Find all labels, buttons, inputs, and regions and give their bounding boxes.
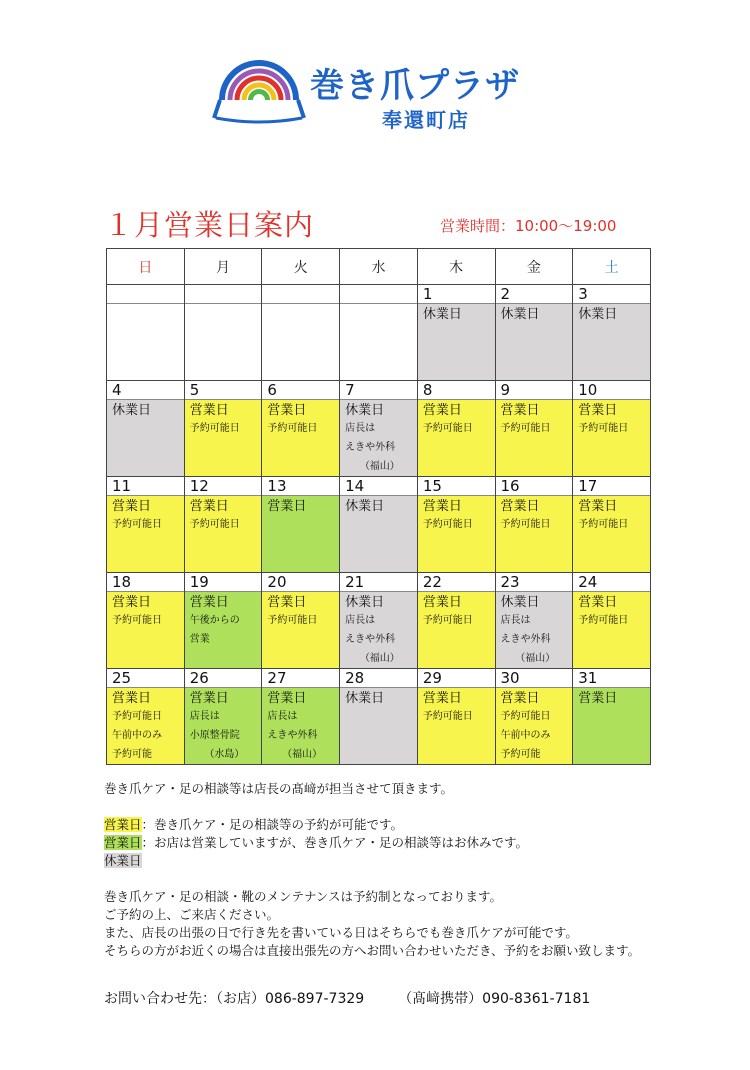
day-status: 休業日 (578, 307, 618, 322)
day-number: 22 (418, 573, 495, 592)
day-status-area (262, 592, 339, 668)
day-status-area (496, 496, 573, 572)
day-number: 6 (262, 381, 339, 400)
day-note: 予約可能日 (189, 423, 240, 434)
legend-closed-label: 休業日 (104, 853, 142, 868)
day-status-area (418, 400, 495, 476)
day-note: 店長は (345, 423, 376, 434)
day-status-area (340, 592, 417, 668)
day-status: 営業日 (422, 403, 462, 418)
calendar-day-cell (262, 477, 340, 573)
day-status: 営業日 (578, 403, 618, 418)
legend-partial (104, 834, 724, 852)
calendar-week-row (107, 381, 651, 477)
day-status: 営業日 (422, 499, 462, 514)
day-status: 営業日 (578, 499, 618, 514)
weekday-header-row (107, 249, 651, 285)
day-number: 2 (496, 285, 573, 304)
day-number: 23 (496, 573, 573, 592)
day-status-area (262, 688, 339, 764)
day-status: 営業日 (267, 595, 307, 610)
day-status-area (185, 304, 262, 380)
legend-open-label: 営業日 (104, 817, 142, 832)
day-status-area (107, 496, 184, 572)
day-status-area (340, 400, 417, 476)
day-status: 営業日 (500, 403, 540, 418)
calendar-day-cell (495, 477, 573, 573)
day-status-area (185, 688, 262, 764)
calendar-day-cell (262, 573, 340, 669)
day-status-area (573, 688, 650, 764)
day-number (340, 285, 417, 304)
day-note: 予約可能日 (267, 423, 318, 434)
day-number: 11 (107, 477, 184, 496)
day-number: 3 (573, 285, 650, 304)
logo-title: 巻き爪プラザ (310, 66, 520, 106)
weekday-sun: 日 (107, 249, 185, 285)
day-note: 予約可能 (500, 749, 541, 760)
calendar-day-cell (417, 285, 495, 381)
rainbow-logo-icon (212, 56, 307, 128)
calendar-day-cell (417, 669, 495, 765)
calendar-day-cell (107, 669, 185, 765)
info-line-3: また、店長の出張の日で行き先を書いている日はそちらでも巻き爪ケアが可能です。 (104, 925, 578, 940)
day-note: 予約可能日 (500, 423, 551, 434)
day-note: えきや外科 (500, 634, 551, 645)
day-status: 休業日 (345, 691, 385, 706)
calendar-day-cell (573, 381, 651, 477)
day-status-area (107, 304, 184, 380)
day-status-area (340, 304, 417, 380)
day-number: 19 (185, 573, 262, 592)
calendar-week-row (107, 669, 651, 765)
day-status: 休業日 (345, 499, 385, 514)
day-status-area (262, 304, 339, 380)
info-line-2: ご予約の上、ご来店ください。 (104, 907, 280, 922)
day-status: 休業日 (112, 403, 152, 418)
day-note: 予約可能日 (578, 615, 629, 626)
day-note: 予約可能日 (500, 711, 551, 722)
business-hours: 営業時間：10:00～19:00 (440, 217, 617, 235)
calendar-day-cell (340, 477, 418, 573)
day-status: 営業日 (112, 499, 152, 514)
weekday-tue: 火 (262, 249, 340, 285)
weekday-fri: 金 (495, 249, 573, 285)
day-status: 営業日 (500, 499, 540, 514)
day-note: （福山） (282, 749, 323, 760)
day-status-area (418, 304, 495, 380)
day-status: 営業日 (189, 595, 229, 610)
day-status-area (418, 592, 495, 668)
day-note: （福山） (359, 653, 400, 664)
calendar-day-cell (184, 573, 262, 669)
day-number: 31 (573, 669, 650, 688)
day-status-area (573, 400, 650, 476)
day-note: 予約可能日 (422, 423, 473, 434)
day-status: 営業日 (422, 691, 462, 706)
day-status-area (496, 592, 573, 668)
info-line-1: 巻き爪ケア・足の相談・靴のメンテナンスは予約制となっております。 (104, 889, 503, 904)
day-status-area (107, 400, 184, 476)
day-number: 30 (496, 669, 573, 688)
day-number: 21 (340, 573, 417, 592)
day-note: 予約可能日 (112, 711, 162, 722)
calendar-week-row (107, 285, 651, 381)
weekday-mon: 月 (184, 249, 262, 285)
weekday-wed: 水 (340, 249, 418, 285)
day-note: 予約可能日 (578, 519, 629, 530)
calendar-day-cell (340, 573, 418, 669)
day-status: 営業日 (267, 403, 307, 418)
calendar-day-cell (495, 285, 573, 381)
day-note: （福山） (359, 461, 400, 472)
day-number (185, 285, 262, 304)
calendar-day-cell (184, 381, 262, 477)
day-status: 営業日 (422, 595, 462, 610)
calendar-day-cell (573, 573, 651, 669)
day-status: 休業日 (500, 595, 540, 610)
day-number: 28 (340, 669, 417, 688)
calendar-day-cell (573, 669, 651, 765)
legend-open-text: ：巻き爪ケア・足の相談等の予約が可能です。 (141, 817, 404, 832)
calendar-day-cell (262, 285, 340, 381)
day-status: 休業日 (422, 307, 462, 322)
contact-shop-phone: お問い合わせ先：（お店）086-897-7329 (104, 991, 365, 1007)
day-number: 5 (185, 381, 262, 400)
day-note: えきや外科 (345, 634, 396, 645)
day-status-area (262, 400, 339, 476)
day-status-area (496, 688, 573, 764)
day-status-area (340, 688, 417, 764)
calendar-day-cell (107, 573, 185, 669)
calendar-day-cell (107, 381, 185, 477)
calendar-day-cell (340, 669, 418, 765)
day-note: 予約可能日 (422, 615, 473, 626)
day-status-area (496, 400, 573, 476)
notes-section (104, 780, 724, 960)
day-number: 20 (262, 573, 339, 592)
weekday-sat: 土 (573, 249, 651, 285)
day-note: 予約可能日 (422, 519, 473, 530)
day-number: 9 (496, 381, 573, 400)
day-number: 25 (107, 669, 184, 688)
calendar-day-cell (340, 381, 418, 477)
calendar-table (106, 248, 651, 765)
day-status-area (185, 592, 262, 668)
day-status: 営業日 (189, 691, 229, 706)
day-number: 24 (573, 573, 650, 592)
day-status: 営業日 (112, 595, 152, 610)
day-number: 29 (418, 669, 495, 688)
day-note: （福山） (515, 653, 556, 664)
day-note: 小原整骨院 (189, 730, 240, 741)
legend-partial-text: ：お店は営業していますが、巻き爪ケア・足の相談等はお休みです。 (141, 835, 529, 850)
day-status-area (573, 496, 650, 572)
day-number (107, 285, 184, 304)
day-note: 予約可能日 (578, 423, 629, 434)
day-number: 4 (107, 381, 184, 400)
calendar-day-cell (495, 573, 573, 669)
day-status-area (340, 496, 417, 572)
day-note: 予約可能日 (189, 519, 240, 530)
calendar-day-cell (262, 669, 340, 765)
day-note: えきや外科 (345, 442, 396, 453)
notes-intro: 巻き爪ケア・足の相談等は店長の髙﨑が担当させて頂きます。 (104, 781, 454, 796)
day-number: 16 (496, 477, 573, 496)
contact-info (104, 988, 590, 1008)
day-status: 営業日 (112, 691, 152, 706)
calendar-week-row (107, 477, 651, 573)
day-status: 休業日 (345, 403, 385, 418)
day-status-area (573, 304, 650, 380)
day-status: 休業日 (345, 595, 385, 610)
calendar-day-cell (184, 669, 262, 765)
day-note: 予約可能日 (112, 519, 162, 530)
day-status-area (107, 592, 184, 668)
day-note: 予約可能日 (500, 519, 551, 530)
day-number: 27 (262, 669, 339, 688)
day-status: 営業日 (189, 499, 229, 514)
day-note: 営業 (189, 634, 210, 645)
calendar-day-cell (184, 285, 262, 381)
day-note: 予約可能 (112, 749, 152, 760)
day-note: 予約可能日 (267, 615, 318, 626)
day-status: 営業日 (267, 499, 307, 514)
calendar-day-cell (262, 381, 340, 477)
day-status-area (107, 688, 184, 764)
day-note: 店長は (267, 711, 298, 722)
day-status-area (496, 304, 573, 380)
day-note: 午前中のみ (112, 730, 162, 741)
day-number: 18 (107, 573, 184, 592)
calendar-day-cell (340, 285, 418, 381)
calendar-day-cell (417, 477, 495, 573)
calendar-week-row (107, 573, 651, 669)
day-number: 7 (340, 381, 417, 400)
legend-closed (104, 852, 724, 870)
day-note: 午前中のみ (500, 730, 551, 741)
legend-open (104, 816, 724, 834)
day-status: 営業日 (578, 691, 618, 706)
day-number: 17 (573, 477, 650, 496)
contact-mobile-phone: （髙﨑携帯）090-8361-7181 (398, 991, 591, 1007)
calendar-day-cell (417, 381, 495, 477)
calendar-day-cell (184, 477, 262, 573)
day-status-area (573, 592, 650, 668)
day-number: 10 (573, 381, 650, 400)
day-number (262, 285, 339, 304)
day-note: 予約可能日 (422, 711, 473, 722)
day-number: 12 (185, 477, 262, 496)
day-status-area (418, 688, 495, 764)
day-number: 26 (185, 669, 262, 688)
info-line-4: そちらの方がお近くの場合は直接出張先の方へお問い合わせいただき、予約をお願い致します。 (104, 943, 641, 958)
day-status-area (418, 496, 495, 572)
legend-partial-label: 営業日 (104, 835, 142, 850)
month-title: １月営業日案内 (104, 208, 315, 242)
calendar-day-cell (495, 381, 573, 477)
day-number: 13 (262, 477, 339, 496)
day-status: 営業日 (267, 691, 307, 706)
day-number: 15 (418, 477, 495, 496)
day-status: 営業日 (500, 691, 540, 706)
logo-subtitle: 奉還町店 (382, 108, 470, 132)
day-number: 8 (418, 381, 495, 400)
calendar-day-cell (417, 573, 495, 669)
day-note: 店長は (189, 711, 220, 722)
calendar-day-cell (573, 477, 651, 573)
day-number: 1 (418, 285, 495, 304)
day-status-area (262, 496, 339, 572)
day-status-area (185, 496, 262, 572)
weekday-thu: 木 (417, 249, 495, 285)
day-note: 予約可能日 (112, 615, 162, 626)
calendar-day-cell (107, 477, 185, 573)
day-number: 14 (340, 477, 417, 496)
day-status: 営業日 (189, 403, 229, 418)
day-status: 営業日 (578, 595, 618, 610)
brand-logo (212, 56, 552, 136)
calendar-day-cell (573, 285, 651, 381)
day-note: 店長は (345, 615, 376, 626)
day-note: （水島） (204, 749, 245, 760)
calendar-day-cell (495, 669, 573, 765)
day-note: 午後からの (189, 615, 240, 626)
calendar-day-cell (107, 285, 185, 381)
day-status: 休業日 (500, 307, 540, 322)
day-status-area (185, 400, 262, 476)
day-note: えきや外科 (267, 730, 318, 741)
day-note: 店長は (500, 615, 531, 626)
